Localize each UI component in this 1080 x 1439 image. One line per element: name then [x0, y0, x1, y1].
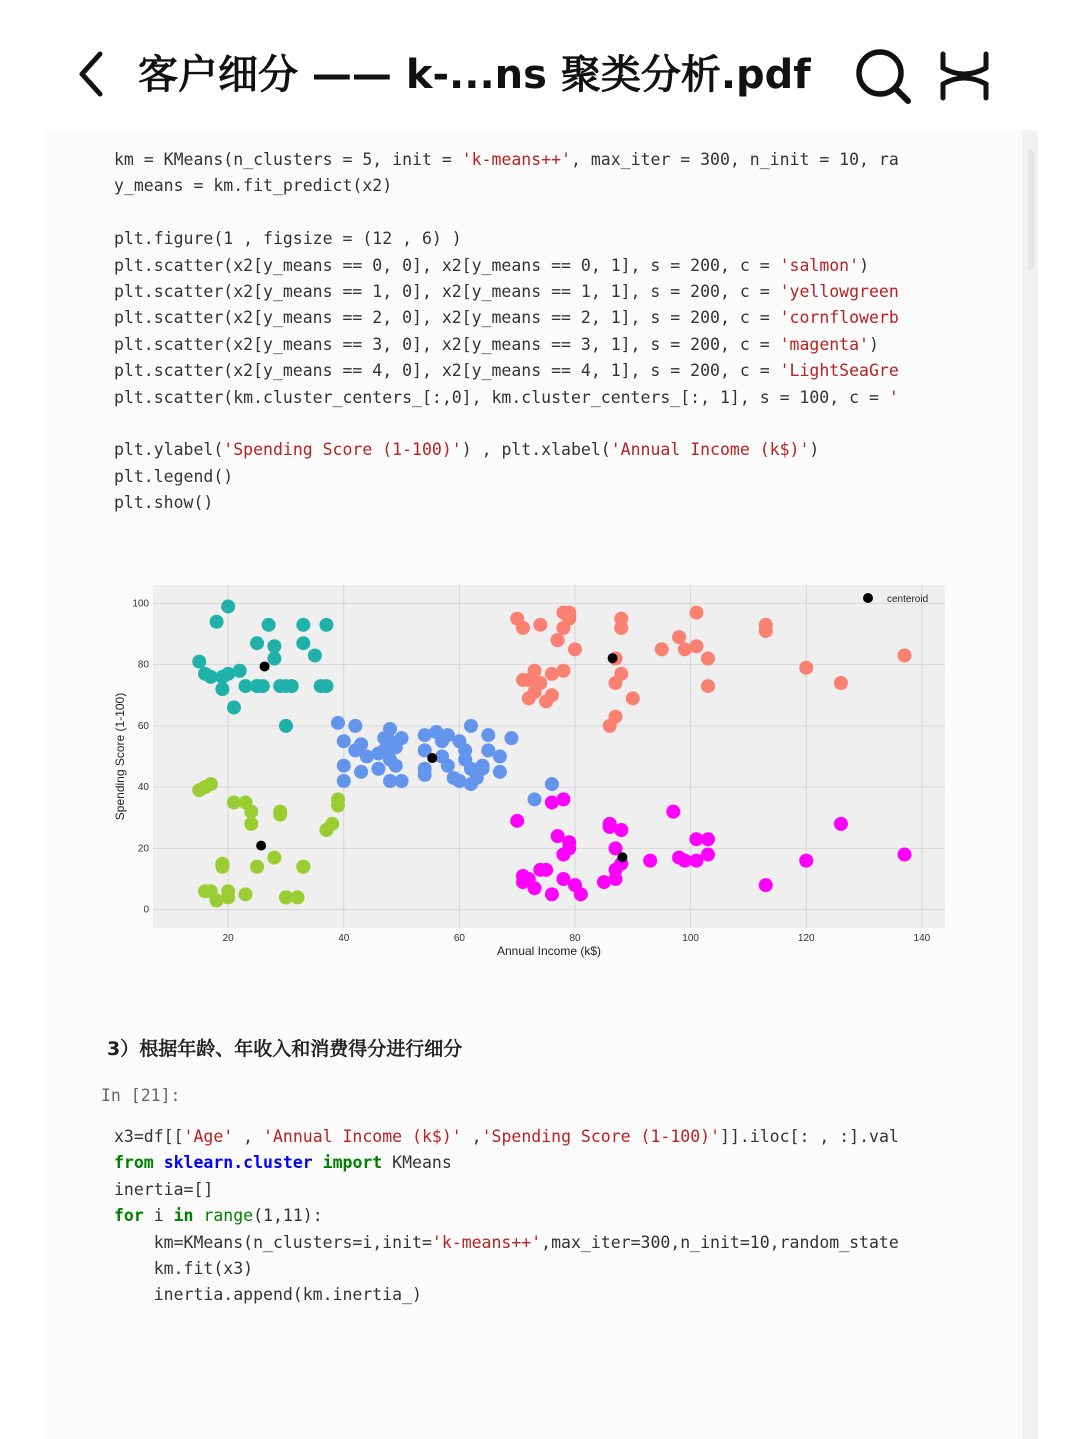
code-line: km = KMeans(n_clusters = 5, init = 'k-means++', max_iter = 300, n_init = 10, ra: [114, 150, 899, 169]
scatter-chart: [100, 570, 960, 970]
code-line: plt.scatter(x2[y_means == 3, 0], x2[y_means == 3, 1], s = 200, c = 'magenta'): [114, 334, 879, 354]
search-button[interactable]: [852, 46, 914, 106]
cluster-point: [285, 679, 299, 693]
cluster-point: [348, 719, 362, 733]
legend-marker: [863, 593, 873, 603]
code-line: plt.scatter(km.cluster_centers_[:,0], km.cluster_centers_[:, 1], s = 100, c = ': [114, 387, 899, 407]
cluster-point: [371, 762, 385, 776]
y-tick-label: 100: [132, 598, 149, 610]
cluster-point: [574, 887, 588, 901]
cluster-point: [337, 759, 351, 773]
code-block-kmeans-plot: [114, 147, 944, 516]
cluster-point: [476, 762, 490, 776]
centroid-point: [617, 852, 627, 862]
cluster-point: [250, 636, 264, 650]
code-line: plt.scatter(x2[y_means == 1, 0], x2[y_means == 1, 1], s = 200, c = 'yellowgreen: [114, 281, 899, 301]
cluster-point: [244, 817, 258, 831]
cluster-point: [383, 722, 397, 736]
cluster-point: [481, 728, 495, 742]
cluster-point: [562, 835, 576, 849]
cluster-point: [545, 688, 559, 702]
chevron-left-icon: [70, 48, 118, 100]
cluster-point: [493, 765, 507, 779]
cluster-point: [533, 618, 547, 632]
cluster-point: [533, 676, 547, 690]
cluster-point: [545, 887, 559, 901]
x-tick-label: 20: [222, 933, 234, 944]
code-line: from sklearn.cluster import KMeans: [114, 1153, 452, 1173]
x-axis-label: Annual Income (k$): [496, 944, 602, 958]
hourglass-menu-icon: [936, 50, 994, 102]
cluster-point: [898, 648, 912, 662]
code-line: plt.scatter(x2[y_means == 2, 0], x2[y_means == 2, 1], s = 200, c = 'cornflowerb: [114, 308, 899, 328]
menu-button[interactable]: [936, 50, 994, 102]
code-line: plt.figure(1 , figsize = (12 , 6) ): [114, 229, 462, 249]
cluster-point: [204, 777, 218, 791]
cluster-point: [262, 618, 276, 632]
cluster-point: [672, 630, 686, 644]
scrollbar[interactable]: [1028, 150, 1034, 270]
section-heading: 3）根据年龄、年收入和消费得分进行细分: [107, 1038, 463, 1060]
centroid-point: [608, 653, 618, 663]
cluster-point: [510, 814, 524, 828]
cluster-point: [701, 848, 715, 862]
code-block-elbow: [114, 1124, 944, 1309]
cluster-point: [701, 652, 715, 666]
cluster-point: [337, 774, 351, 788]
cluster-point: [701, 679, 715, 693]
y-axis-label: Spending Score (1-100): [113, 692, 127, 821]
cluster-point: [221, 890, 235, 904]
x-tick-label: 60: [453, 933, 465, 944]
code-line: km.fit(x3): [114, 1258, 254, 1278]
cluster-point: [273, 808, 287, 822]
cluster-point: [267, 639, 281, 653]
cluster-point: [759, 618, 773, 632]
cluster-point: [238, 887, 252, 901]
cluster-point: [539, 863, 553, 877]
cluster-point: [389, 759, 403, 773]
cluster-point: [834, 676, 848, 690]
cluster-point: [256, 679, 270, 693]
cluster-point: [614, 667, 628, 681]
cluster-point: [395, 731, 409, 745]
y-tick-label: 20: [137, 843, 149, 855]
document-title: 客户细分 —— k-...ns 聚类分析.pdf: [138, 52, 811, 98]
cluster-point: [308, 648, 322, 662]
cluster-point: [504, 731, 518, 745]
cluster-point: [799, 854, 813, 868]
cluster-point: [354, 765, 368, 779]
cluster-point: [354, 737, 368, 751]
code-line: plt.show(): [114, 493, 214, 513]
cluster-point: [556, 792, 570, 806]
cluster-point: [319, 618, 333, 632]
top-bar: [0, 0, 1080, 130]
cluster-point: [210, 615, 224, 629]
cluster-point: [227, 701, 241, 715]
x-tick-label: 100: [682, 933, 699, 944]
cluster-point: [244, 805, 258, 819]
y-tick-label: 0: [143, 904, 149, 916]
code-line: plt.scatter(x2[y_means == 0, 0], x2[y_means == 0, 1], s = 200, c = 'salmon'): [114, 255, 869, 275]
cluster-point: [655, 642, 669, 656]
cluster-point: [626, 691, 640, 705]
cluster-point: [689, 606, 703, 620]
code-line: [114, 411, 944, 437]
page-edge: [1022, 130, 1038, 1439]
x-tick-label: 120: [797, 933, 815, 944]
cluster-point: [666, 805, 680, 819]
cluster-point: [441, 759, 455, 773]
cluster-point: [221, 599, 235, 613]
cluster-point: [192, 655, 206, 669]
cluster-point: [528, 792, 542, 806]
legend-label: centeroid: [887, 594, 929, 605]
cluster-point: [516, 621, 530, 635]
y-tick-label: 80: [137, 659, 149, 671]
cluster-point: [325, 817, 339, 831]
code-line: plt.scatter(x2[y_means == 4, 0], x2[y_means == 4, 1], s = 200, c = 'LightSeaGre: [114, 361, 899, 381]
cluster-point: [337, 734, 351, 748]
code-line: x3=df[['Age' , 'Annual Income (k$)' ,'Spending Score (1-100)']].iloc[: , :].val: [114, 1127, 899, 1146]
code-line: plt.ylabel('Spending Score (1-100)') , plt.xlabel('Annual Income (k$)'): [114, 440, 820, 460]
cluster-point: [331, 792, 345, 806]
centroid-point: [427, 753, 437, 763]
x-tick-label: 40: [338, 933, 350, 944]
y-tick-label: 60: [137, 720, 149, 732]
cluster-point: [528, 664, 542, 678]
cluster-point: [545, 777, 559, 791]
search-icon: [852, 46, 914, 106]
cluster-point: [319, 679, 333, 693]
cluster-point: [418, 768, 432, 782]
x-tick-label: 140: [913, 933, 931, 944]
cluster-point: [528, 881, 542, 895]
cluster-point: [516, 673, 530, 687]
code-line: inertia=[]: [114, 1179, 214, 1199]
cell-input-label: In [21]:: [101, 1086, 181, 1105]
cluster-point: [267, 652, 281, 666]
centroid-point: [256, 841, 266, 851]
cluster-point: [296, 618, 310, 632]
code-line: inertia.append(km.inertia_): [114, 1285, 422, 1305]
cluster-point: [522, 691, 536, 705]
code-line: plt.legend(): [114, 466, 234, 486]
code-line: km=KMeans(n_clusters=i,init='k-means++',max_iter=300,n_init=10,random_state: [114, 1232, 899, 1252]
cluster-point: [215, 682, 229, 696]
cluster-point: [689, 639, 703, 653]
cluster-point: [233, 664, 247, 678]
cluster-point: [701, 832, 715, 846]
cluster-point: [759, 878, 773, 892]
cluster-point: [603, 719, 617, 733]
code-line: y_means = km.fit_predict(x2): [114, 176, 393, 196]
cluster-point: [643, 854, 657, 868]
cluster-point: [562, 612, 576, 626]
centroid-point: [260, 661, 270, 671]
cluster-point: [267, 851, 281, 865]
cluster-point: [296, 860, 310, 874]
cluster-point: [493, 750, 507, 764]
cluster-point: [296, 636, 310, 650]
y-tick-label: 40: [137, 782, 149, 794]
cluster-point: [614, 823, 628, 837]
cluster-point: [395, 774, 409, 788]
code-line: [114, 200, 944, 226]
cluster-point: [551, 633, 565, 647]
cluster-point: [799, 661, 813, 675]
cluster-point: [834, 817, 848, 831]
cluster-point: [215, 857, 229, 871]
cluster-point: [291, 890, 305, 904]
cluster-point: [898, 848, 912, 862]
cluster-point: [279, 719, 293, 733]
cluster-point: [331, 716, 345, 730]
back-button[interactable]: [70, 48, 118, 100]
x-tick-label: 80: [569, 933, 581, 944]
code-line: for i in range(1,11):: [114, 1206, 323, 1226]
plot-area: [153, 585, 945, 928]
cluster-point: [608, 872, 622, 886]
cluster-point: [568, 642, 582, 656]
cluster-point: [614, 621, 628, 635]
cluster-point: [250, 860, 264, 874]
cluster-point: [464, 719, 478, 733]
cluster-point: [545, 667, 559, 681]
